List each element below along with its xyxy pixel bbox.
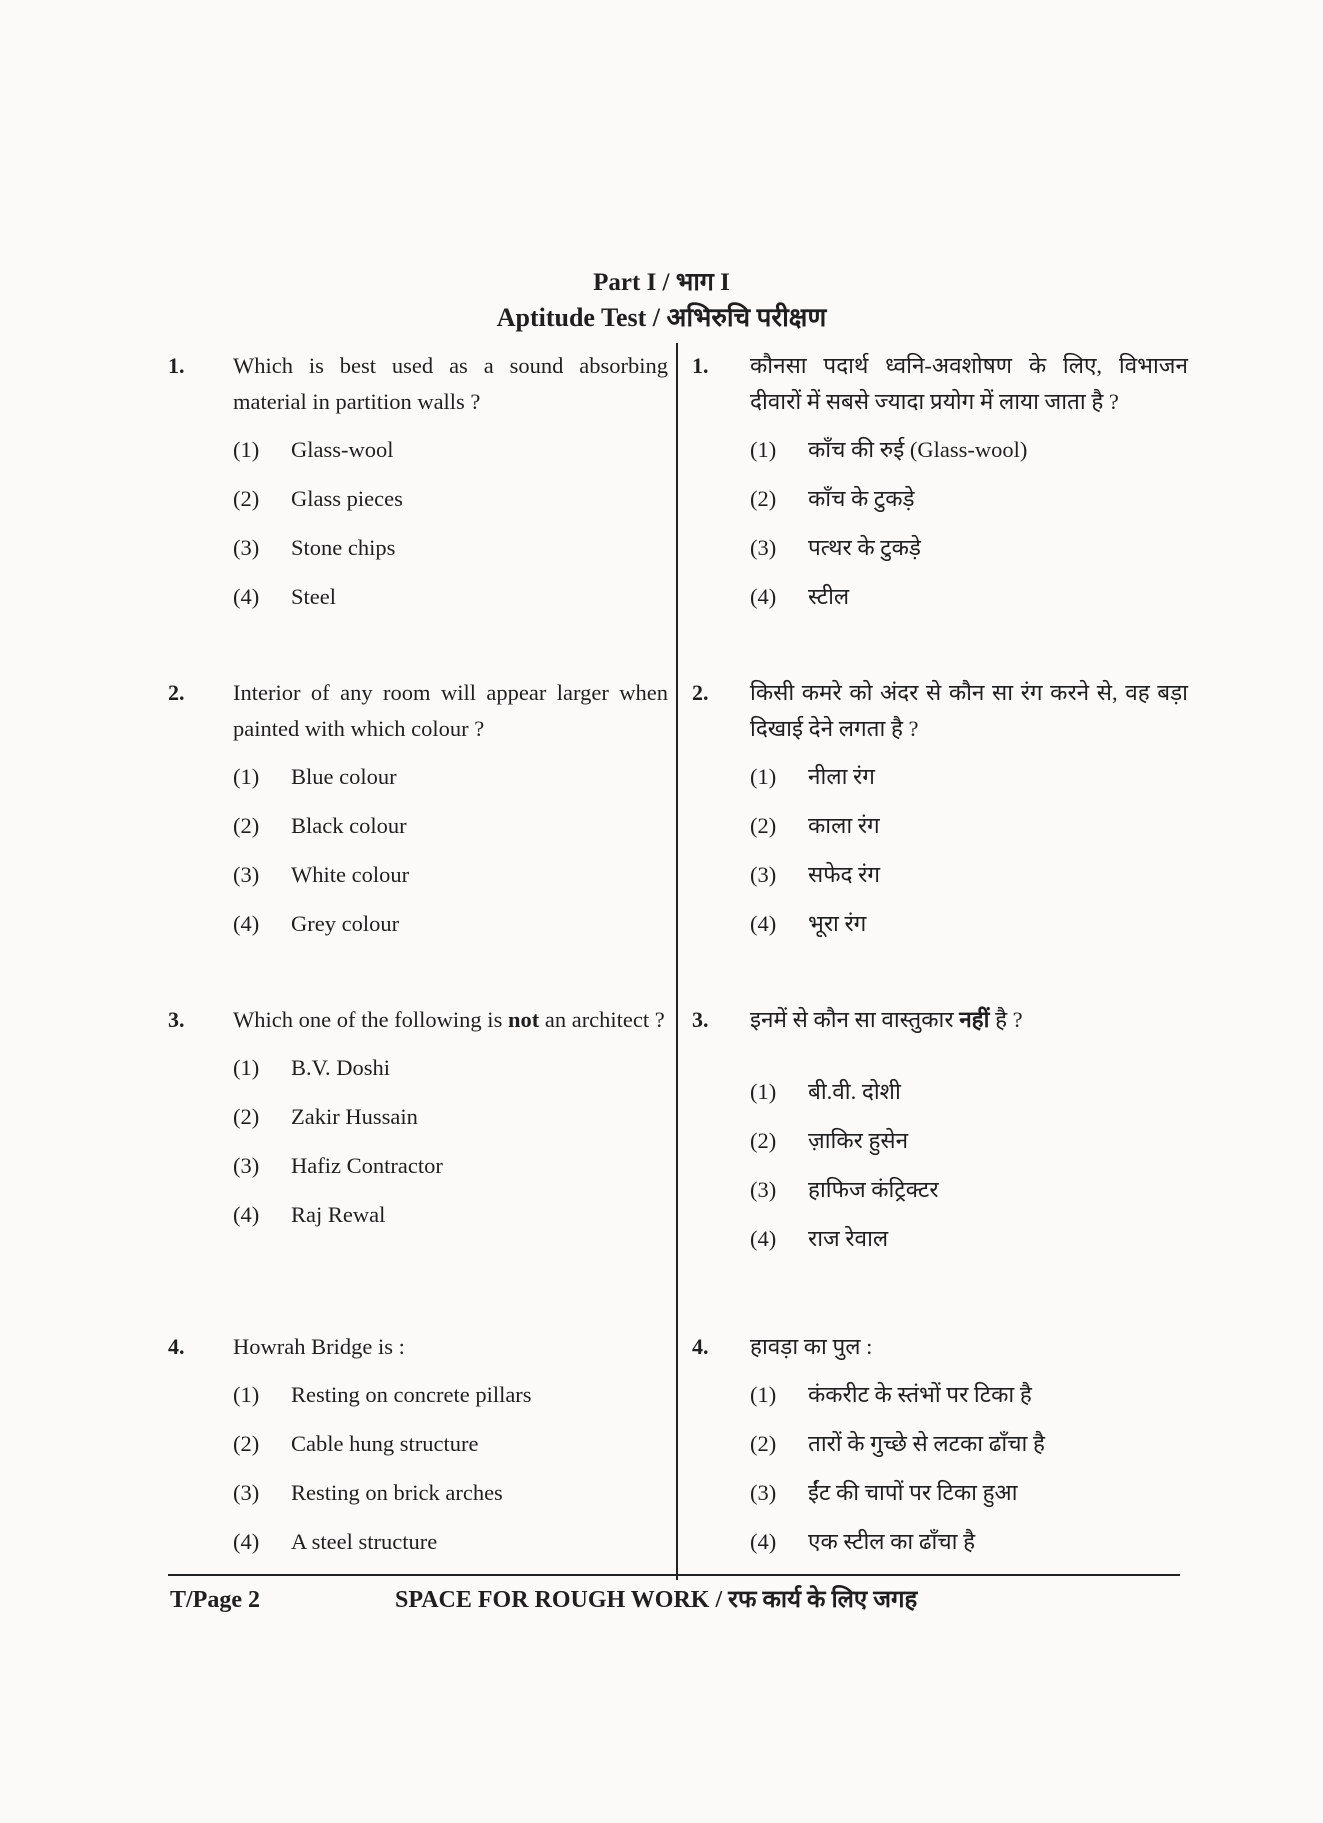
option-text: नीला रंग [808,764,875,789]
option [750,906,1188,955]
option [233,1099,668,1148]
part-title: Part I / भाग I [593,269,730,296]
question-text: किसी कमरे को अंदर से कौन सा रंग करने से, वह बड़ा दिखाई देने लगता है ? [750,680,1188,741]
option-number: (2) [750,1431,777,1456]
question-4-hi [688,1329,1188,1573]
question-3-hi [688,1002,1188,1270]
option-number: (2) [233,813,260,838]
column-divider [676,343,678,1580]
option [233,1197,668,1246]
question-text: कौनसा पदार्थ ध्वनि-अवशोषण के लिए, विभाजन दीवारों में सबसे ज्यादा प्रयोग में लाया जाता है ? [750,353,1188,414]
option-text: Resting on concrete pillars [291,1382,532,1407]
option-number: (4) [233,584,260,609]
question-1-en [168,348,668,628]
question-number: 1. [168,353,185,378]
option [233,1148,668,1197]
option [233,759,668,808]
option [750,857,1188,906]
option-text: पत्थर के टुकड़े [808,535,921,560]
option-number: (4) [233,911,260,936]
question-number: 2. [692,680,709,705]
option [750,530,1188,579]
question-number: 2. [168,680,185,705]
option [750,1377,1188,1426]
option [233,481,668,530]
options-list [233,1050,668,1246]
option-number: (1) [233,1055,260,1080]
option-number: (1) [233,437,260,462]
option [750,579,1188,628]
question-3-en [168,1002,668,1246]
option [750,1123,1188,1172]
option-number: (3) [233,1153,260,1178]
option-number: (3) [750,1480,777,1505]
option-text: Hafiz Contractor [291,1153,443,1178]
option-text: हाफिज कंट्रिक्टर [808,1177,939,1202]
question-2-hi [688,675,1188,955]
option-text: एक स्टील का ढाँचा है [808,1529,976,1554]
option-number: (3) [750,535,777,560]
option [750,1524,1188,1573]
option-text: काला रंग [808,813,880,838]
option-number: (4) [750,911,777,936]
option [750,1221,1188,1270]
option-number: (3) [233,1480,260,1505]
option-number: (1) [750,1382,777,1407]
option-text: स्टील [808,584,850,609]
options-list [750,1074,1188,1270]
page-header [0,266,1323,336]
option [233,530,668,579]
option-number: (3) [750,862,777,887]
options-list [750,759,1188,955]
question-number: 4. [168,1334,185,1359]
option [750,432,1188,481]
option-text: बी.वी. दोशी [808,1079,901,1104]
option-text: कंकरीट के स्तंभों पर टिका है [808,1382,1032,1407]
option-number: (4) [233,1202,260,1227]
question-text: Which one of the following is not an architect ? [233,1007,665,1032]
question-number: 1. [692,353,709,378]
option-number: (1) [750,1079,777,1104]
options-list [233,432,668,628]
question-text: Howrah Bridge is : [233,1334,405,1359]
option [750,1074,1188,1123]
footer-rule [168,1574,1180,1576]
option-text: सफेद रंग [808,862,881,887]
option-number: (2) [233,1104,260,1129]
option-text: B.V. Doshi [291,1055,390,1080]
options-list [233,1377,668,1573]
question-number: 4. [692,1334,709,1359]
option [750,481,1188,530]
option-text: Steel [291,584,336,609]
option-text: Resting on brick arches [291,1480,503,1505]
question-number: 3. [692,1007,709,1032]
section-title: Aptitude Test / अभिरुचि परीक्षण [496,303,827,332]
option-text: A steel structure [291,1529,438,1554]
option-text: Stone chips [291,535,396,560]
option-text: Glass-wool [291,437,394,462]
option-text: Cable hung structure [291,1431,479,1456]
option [233,432,668,481]
options-list [750,432,1188,628]
question-1-hi [688,348,1188,628]
question-number: 3. [168,1007,185,1032]
option [750,808,1188,857]
option-text: तारों के गुच्छे से लटका ढाँचा है [808,1431,1045,1456]
option-number: (4) [233,1529,260,1554]
option-number: (2) [750,486,777,511]
option-text: राज रेवाल [808,1226,889,1251]
option [233,1426,668,1475]
option [233,808,668,857]
question-4-en [168,1329,668,1573]
option-number: (3) [233,862,260,887]
option-number: (4) [750,584,777,609]
rough-work-label: SPACE FOR ROUGH WORK / रफ कार्य के लिए जगह [395,1587,918,1613]
option-number: (3) [750,1177,777,1202]
option [750,759,1188,808]
option-number: (2) [233,1431,260,1456]
option-text: Blue colour [291,764,397,789]
question-text: Interior of any room will appear larger when painted with which colour ? [233,680,668,741]
option [233,857,668,906]
option-text: White colour [291,862,410,887]
option-text: भूरा रंग [808,911,867,936]
option-number: (1) [750,437,777,462]
option [233,906,668,955]
option-number: (4) [750,1529,777,1554]
option-number: (4) [750,1226,777,1251]
option-text: Glass pieces [291,486,403,511]
question-text: हावड़ा का पुल : [750,1334,873,1359]
option [750,1475,1188,1524]
option-number: (1) [750,764,777,789]
option-number: (2) [750,1128,777,1153]
option [233,579,668,628]
option-text: ईंट की चापों पर टिका हुआ [808,1480,1018,1505]
option [233,1524,668,1573]
options-list [750,1377,1188,1573]
option-text: ज़ाकिर हुसेन [808,1128,909,1153]
option [233,1050,668,1099]
option [233,1475,668,1524]
option-text: काँच के टुकड़े [808,486,915,511]
option-text: Zakir Hussain [291,1104,418,1129]
question-2-en [168,675,668,955]
option-text: Raj Rewal [291,1202,386,1227]
option-number: (1) [233,1382,260,1407]
option-text: Black colour [291,813,407,838]
page-number: T/Page 2 [170,1587,260,1613]
question-text: इनमें से कौन सा वास्तुकार नहीं है ? [750,1007,1023,1032]
option [750,1426,1188,1475]
option [750,1172,1188,1221]
option-number: (3) [233,535,260,560]
option-number: (2) [750,813,777,838]
option-number: (1) [233,764,260,789]
option [233,1377,668,1426]
option-number: (2) [233,486,260,511]
option-text: Grey colour [291,911,400,936]
options-list [233,759,668,955]
question-text: Which is best used as a sound absorbing material in partition walls ? [233,353,668,414]
option-text: काँच की रुई (Glass-wool) [808,437,1028,462]
